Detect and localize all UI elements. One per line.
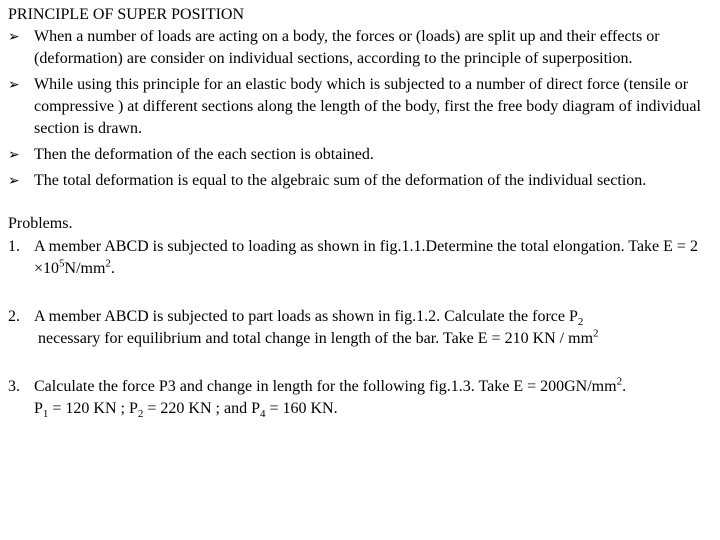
problem-text: = 160 KN. [265,400,338,417]
problem-item-1 [8,236,708,280]
problem-text: = 220 KN ; and P [143,400,260,417]
problem-number: 2. [8,308,20,325]
subscript: 2 [137,408,144,421]
problem-number: 3. [8,378,20,395]
problems-heading: Problems. [8,215,73,232]
problem-item-3 [8,376,708,420]
bullet-item [8,170,708,192]
problem-text: necessary for equilibrium and total change in length of the bar. Take E = 210 KN / mm [38,330,594,347]
superscript: 2 [105,257,111,270]
superscript: 2 [593,327,599,340]
bullet-item [8,74,708,140]
problem-text: N/mm [64,260,106,277]
problem-text: . [622,378,627,395]
problem-text: = 120 KN ; P [48,400,138,417]
arrow-right-icon: ➢ [8,173,20,189]
bullet-text: When a number of loads are acting on a body, the forces or (loads) are split up and their effects or (deformation) are consider on individual sections, according to the principle of superposition. [34,28,660,67]
subscript: 2 [577,316,584,329]
bullet-item [8,144,708,166]
superscript: 2 [616,375,623,388]
problem-text: . [110,260,115,277]
arrow-right-icon: ➢ [8,29,20,45]
bullet-text: While using this principle for an elastic body which is subjected to a number of direct force (tensile or compressive ) at different sections along the length of the body, first the free body diagram of individual section is drawn. [34,76,701,137]
bullet-text: Then the deformation of the each section is obtained. [34,146,374,163]
problems-list [8,236,708,420]
subscript: 1 [42,408,49,421]
superscript: 5 [59,257,65,270]
problem-text: Calculate the force P3 and change in length for the following fig.1.3. Take E = 200GN/mm [34,378,617,395]
bullet-item [8,26,708,70]
problem-number: 1. [8,238,20,255]
arrow-right-icon: ➢ [8,147,20,163]
problem-text: A member ABCD is subjected to loading as shown in fig.1.1.Determine the total elongation. Take E = 2 ×10 [34,238,698,277]
arrow-right-icon: ➢ [8,77,20,93]
section-heading: PRINCIPLE OF SUPER POSITION [8,6,245,23]
problem-text: P [34,400,43,417]
problem-item-2 [8,306,708,350]
subscript: 4 [259,408,266,421]
document-page [8,4,708,446]
problem-text: A member ABCD is subjected to part loads as shown in fig.1.2. Calculate the force P [34,308,578,325]
principle-bullet-list [8,26,708,192]
bullet-text: The total deformation is equal to the algebraic sum of the deformation of the individual section. [34,172,647,189]
